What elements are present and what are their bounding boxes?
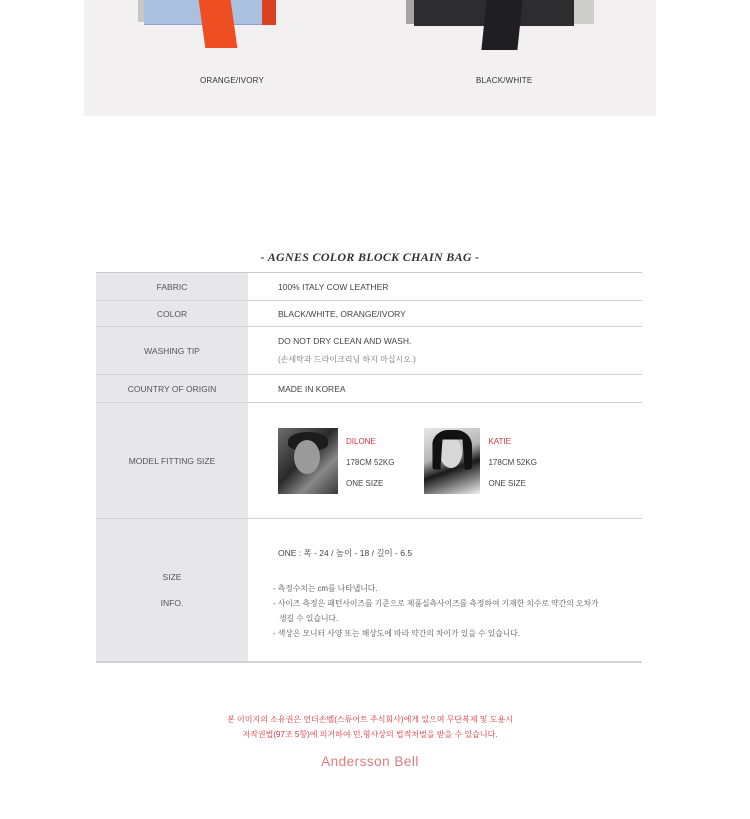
table-row-color [96, 301, 642, 327]
table-row-size-info [96, 519, 642, 663]
size-notes [273, 581, 599, 641]
washing-tip-value: DO NOT DRY CLEAN AND WASH. [278, 336, 412, 346]
model-photo-dilone [278, 428, 338, 494]
model-fitting-cell [248, 403, 642, 518]
size-note: - 사이즈 측정은 패턴사이즈를 기준으로 제품실측사이즈를 측정하여 기재한 치수로 약간의 오차가 [273, 599, 599, 608]
brand-logo: Andersson Bell [321, 754, 419, 769]
black-white-bag-image [414, 0, 574, 50]
washing-tip-note: (손세탁과 드라이크리닝 하지 마십시오.) [278, 355, 416, 364]
model-name: DILONE [346, 436, 376, 446]
color-value: BLACK/WHITE, ORANGE/IVORY [278, 308, 406, 319]
size-note: 생길 수 있습니다. [279, 614, 339, 623]
size-label: SIZE [162, 572, 182, 582]
fabric-label: FABRIC [96, 273, 248, 300]
model-measure: 178CM 52KG [346, 457, 395, 467]
product-title: - AGNES COLOR BLOCK CHAIN BAG - [260, 250, 480, 264]
model-card-katie [424, 428, 536, 494]
table-row-washing-tip [96, 327, 642, 375]
model-name: KATIE [488, 436, 511, 446]
washing-tip-cell [248, 327, 642, 374]
origin-label: COUNTRY OF ORIGIN [96, 375, 248, 402]
size-dimensions: ONE : 폭 - 24 / 높이 - 18 / 길이 - 6.5 [278, 548, 413, 558]
footer [0, 712, 740, 769]
table-row-fabric [96, 273, 642, 301]
orange-ivory-bag-image [144, 0, 274, 48]
model-size: ONE SIZE [346, 478, 384, 488]
fabric-value: 100% ITALY COW LEATHER [278, 281, 389, 292]
model-measure: 178CM 52KG [488, 457, 537, 467]
copyright-notice-line2: 저작권법(97조 5항)에 의거하여 민,형사상의 법적처벌을 받을 수 있습니다. [242, 730, 498, 739]
model-card-dilone [278, 428, 394, 494]
spec-table [96, 272, 642, 663]
copyright-notice-line1: 본 이미지의 소유권은 언더손벨(스튜어트 주식회사)에게 있으며 무단복제 및 도용시 [227, 715, 513, 724]
size-info-label [96, 519, 248, 661]
swatch-label-orange-ivory: ORANGE/IVORY [200, 76, 265, 85]
color-label: COLOR [96, 301, 248, 326]
info-label: INFO. [160, 598, 184, 608]
model-size: ONE SIZE [488, 478, 526, 488]
table-row-origin [96, 375, 642, 403]
size-note: - 측정수치는 cm를 나타냅니다. [273, 584, 378, 593]
size-note: - 색상은 모니터 사양 또는 해상도에 따라 약간의 차이가 있을 수 있습니다. [273, 629, 521, 638]
model-fitting-label: MODEL FITTING SIZE [96, 403, 248, 518]
model-photo-katie [424, 428, 480, 494]
table-row-model-fitting [96, 403, 642, 519]
size-info-cell [248, 519, 642, 661]
product-photo-band [84, 0, 656, 116]
origin-value: MADE IN KOREA [278, 383, 346, 394]
washing-tip-label: WASHING TIP [96, 327, 248, 374]
swatch-label-black-white: BLACK/WHITE [476, 76, 533, 85]
